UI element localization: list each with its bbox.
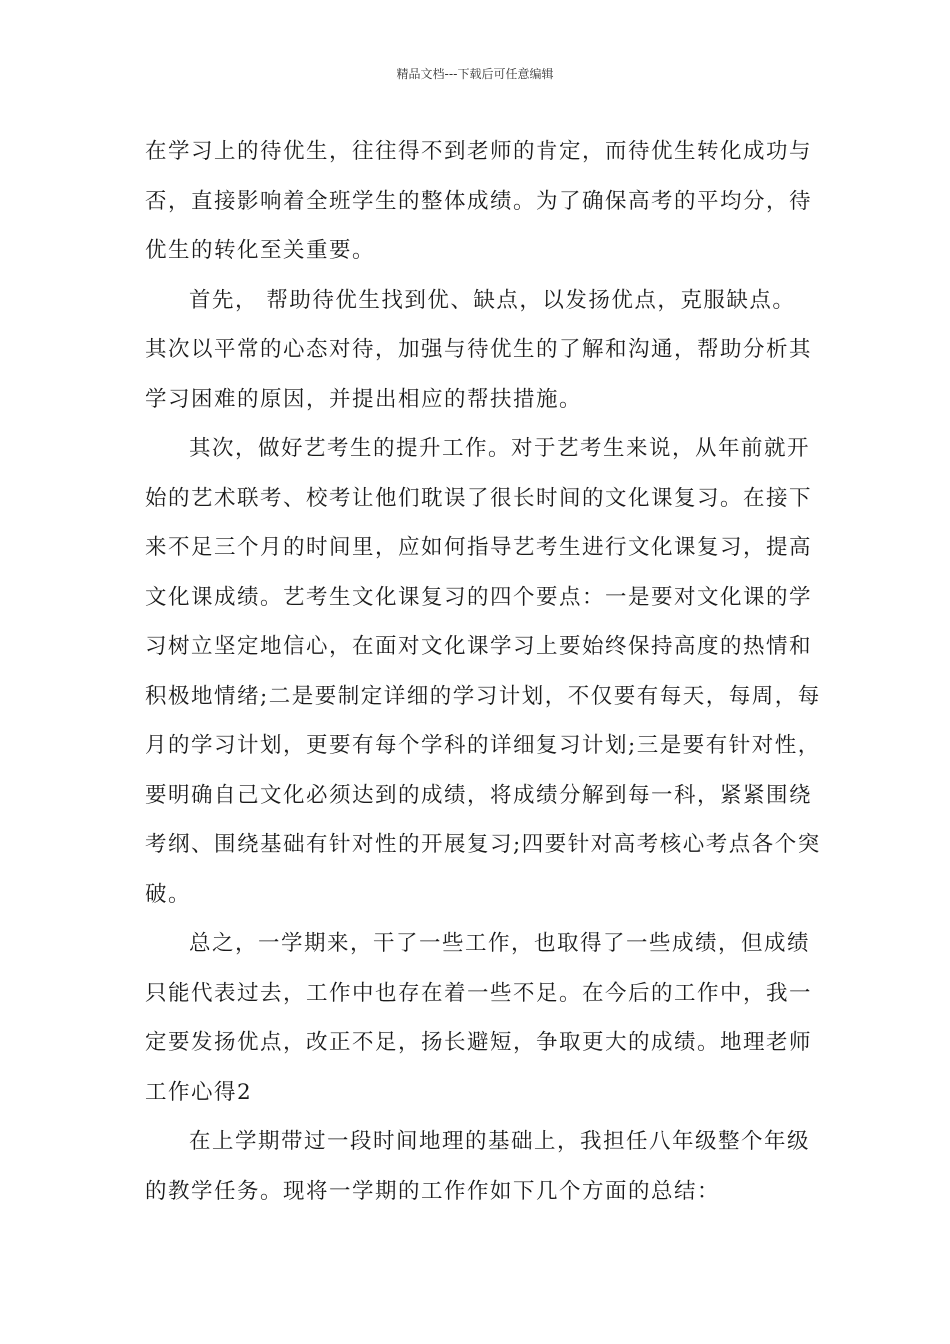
text-line: 其次，做好艺考生的提升工作。对于艺考生来说，从年前就开 <box>189 436 811 461</box>
text-line: 习树立坚定地信心，在面对文化课学习上要始终保持高度的热情和 <box>145 634 813 659</box>
text-line: 考纲、围绕基础有针对性的开展复习;四要针对高考核心考点各个突 <box>145 832 821 857</box>
text-line: 始的艺术联考、校考让他们耽误了很长时间的文化课复习。在接下 <box>145 485 813 511</box>
text-line: 文化课成绩。艺考生文化课复习的四个要点：一是要对文化课的学 <box>145 584 813 610</box>
text-line: 首先， 帮助待优生找到优、缺点，以发扬优点，克服缺点。 <box>189 287 796 313</box>
text-line: 其次以平常的心态对待，加强与待优生的了解和沟通，帮助分析其 <box>145 337 813 362</box>
page-header: 精品文档---下载后可任意编辑 <box>396 67 554 81</box>
paragraph-4 <box>145 923 813 1121</box>
text-line: 破。 <box>145 881 192 907</box>
paragraph-1 <box>145 131 813 280</box>
text-line: 定要发扬优点，改正不足，扬长避短，争取更大的成绩。地理老师 <box>145 1030 813 1055</box>
paragraph-3 <box>145 428 821 923</box>
text-line: 积极地情绪;二是要制定详细的学习计划，不仅要有每天，每周，每 <box>145 683 821 709</box>
paragraph-2 <box>145 280 813 429</box>
text-line: 来不足三个月的时间里，应如何指导艺考生进行文化课复习，提高 <box>145 535 813 560</box>
text-line: 的教学任务。现将一学期的工作作如下几个方面的总结： <box>145 1178 721 1204</box>
text-line: 优生的转化至关重要。 <box>145 238 376 263</box>
text-line: 学习困难的原因，并提出相应的帮扶措施。 <box>145 386 583 412</box>
text-line: 否，直接影响着全班学生的整体成绩。为了确保高考的平均分，待 <box>145 188 813 214</box>
text-line: 只能代表过去，工作中也存在着一些不足。在今后的工作中，我一 <box>145 980 813 1006</box>
text-line: 月的学习计划，更要有每个学科的详细复习计划;三是要有针对性， <box>145 733 821 758</box>
document-body <box>145 131 821 1220</box>
text-line: 在学习上的待优生，往往得不到老师的肯定，而待优生转化成功与 <box>145 139 813 164</box>
text-line: 要明确自己文化必须达到的成绩，将成绩分解到每一科，紧紧围绕 <box>145 782 813 808</box>
text-line: 工作心得2 <box>145 1079 253 1105</box>
text-line: 在上学期带过一段时间地理的基础上，我担任八年级整个年级 <box>189 1129 811 1154</box>
paragraph-5 <box>145 1121 811 1220</box>
text-line: 总之，一学期来，干了一些工作，也取得了一些成绩，但成绩 <box>189 931 811 956</box>
